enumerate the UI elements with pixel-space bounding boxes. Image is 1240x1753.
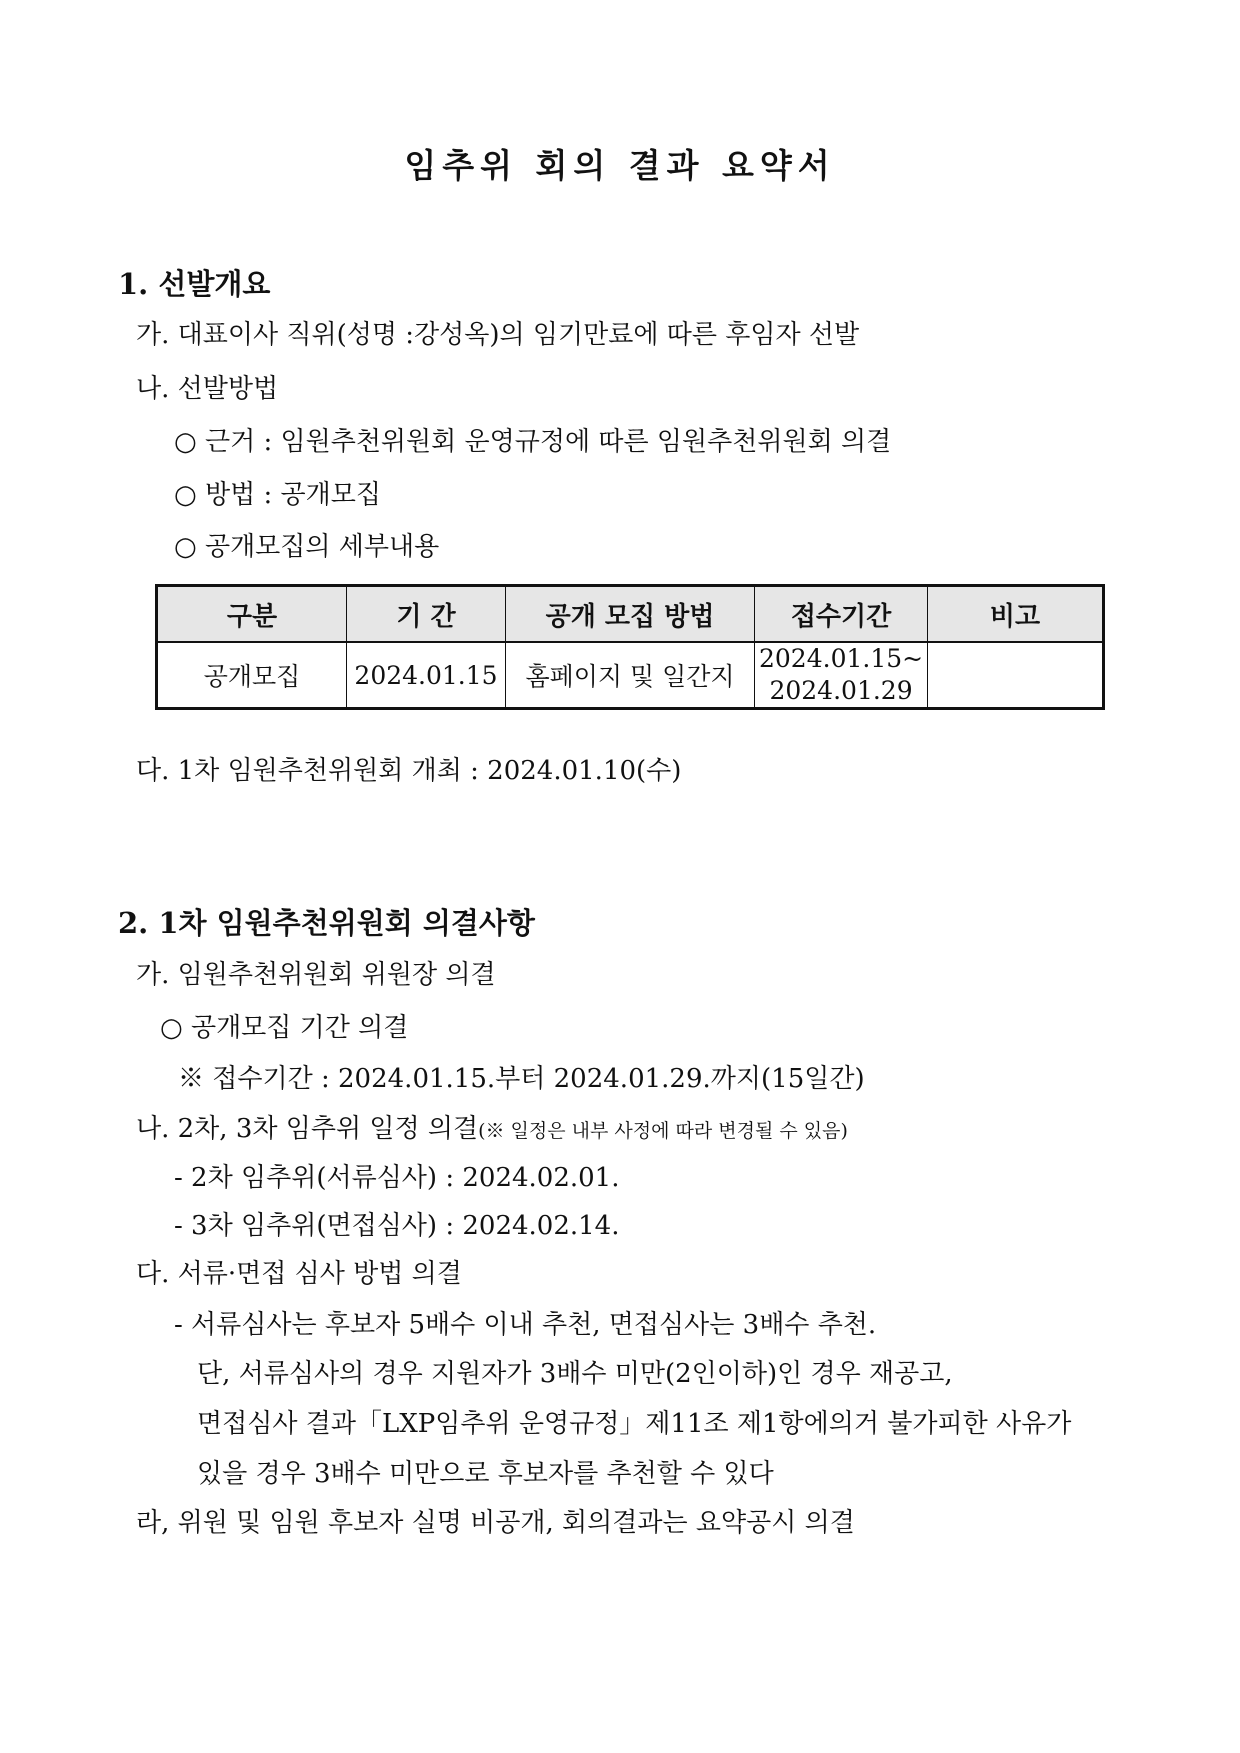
section2-item-ga: 가. 임원추천위원회 위원장 의결 bbox=[136, 960, 496, 990]
section2-continuation-1: 단, 서류심사의 경우 지원자가 3배수 미만(2인이하)인 경우 재공고, bbox=[197, 1359, 953, 1389]
section2-bullet-period: ○ 공개모집 기간 의결 bbox=[160, 1013, 409, 1043]
section2-item-da: 다. 서류·면접 심사 방법 의결 bbox=[136, 1259, 462, 1289]
document-title: 임추위 회의 결과 요약서 bbox=[404, 146, 836, 185]
section2-dash-document-review: - 2차 임추위(서류심사) : 2024.02.01. bbox=[174, 1163, 620, 1193]
section2-reception-note: ※ 접수기간 : 2024.01.15.부터 2024.01.29.까지(15일간) bbox=[178, 1064, 865, 1094]
section1-item-da: 다. 1차 임원추천위원회 개최 : 2024.01.10(수) bbox=[136, 756, 682, 786]
section2-dash-review-method: - 서류심사는 후보자 5배수 이내 추천, 면접심사는 3배수 추천. bbox=[174, 1310, 877, 1340]
table-header-category: 구분 bbox=[157, 586, 347, 643]
schedule-label: 나. 2차, 3차 임추위 일정 의결 bbox=[136, 1114, 479, 1144]
table-row bbox=[157, 642, 1104, 709]
section2-item-ra: 라, 위원 및 임원 후보자 실명 비공개, 회의결과는 요약공시 의결 bbox=[136, 1508, 855, 1538]
recruitment-table bbox=[155, 584, 1105, 710]
reception-start: 2024.01.15~ bbox=[759, 644, 924, 673]
table-cell-period: 2024.01.15 bbox=[347, 642, 506, 709]
table-header-reception: 접수기간 bbox=[755, 586, 928, 643]
table-cell-method: 홈페이지 및 일간지 bbox=[506, 642, 755, 709]
section1-item-na: 나. 선발방법 bbox=[136, 374, 279, 404]
schedule-note: (※ 일정은 내부 사정에 따라 변경될 수 있음) bbox=[478, 1120, 848, 1142]
section2-continuation-3: 있을 경우 3배수 미만으로 후보자를 추천할 수 있다 bbox=[197, 1459, 774, 1489]
section1-bullet-details: ○ 공개모집의 세부내용 bbox=[174, 532, 440, 562]
section2-heading: 2. 1차 임원추천위원회 의결사항 bbox=[118, 906, 535, 940]
table-header-method: 공개 모집 방법 bbox=[506, 586, 755, 643]
table-cell-category: 공개모집 bbox=[157, 642, 347, 709]
reception-end: 2024.01.29 bbox=[769, 676, 913, 705]
section1-bullet-method: ○ 방법 : 공개모집 bbox=[174, 480, 381, 510]
section1-bullet-basis: ○ 근거 : 임원추천위원회 운영규정에 따른 임원추천위원회 의결 bbox=[174, 427, 892, 457]
table-cell-reception bbox=[755, 642, 928, 709]
table-header-period: 기 간 bbox=[347, 586, 506, 643]
section2-dash-interview: - 3차 임추위(면접심사) : 2024.02.14. bbox=[174, 1211, 620, 1241]
section2-item-na bbox=[136, 1108, 848, 1145]
table-header-row bbox=[157, 586, 1104, 643]
section1-heading: 1. 선발개요 bbox=[118, 267, 271, 301]
section1-item-ga: 가. 대표이사 직위(성명 :강성옥)의 임기만료에 따른 후임자 선발 bbox=[136, 320, 860, 350]
section2-continuation-2: 면접심사 결과「LXP임추위 운영규정」제11조 제1항에의거 불가피한 사유가 bbox=[197, 1409, 1072, 1439]
table-header-note: 비고 bbox=[928, 586, 1104, 643]
table-cell-note bbox=[928, 642, 1104, 709]
